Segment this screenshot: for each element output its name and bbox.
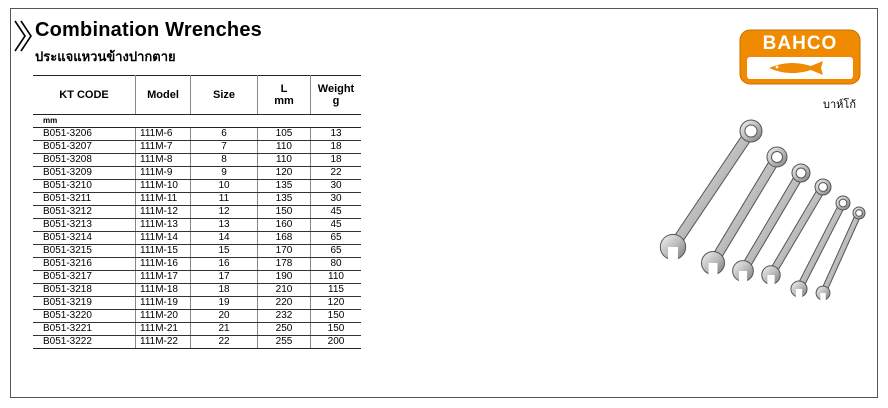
cell-model: 111M-22 <box>136 336 191 349</box>
cell-kt-code: B051-3211 <box>33 193 136 206</box>
cell-size: 9 <box>191 167 258 180</box>
cell-weight: 13 <box>311 128 362 141</box>
cell-model: 111M-16 <box>136 258 191 271</box>
cell-kt-code: B051-3219 <box>33 297 136 310</box>
cell-length: 232 <box>258 310 311 323</box>
cell-weight: 18 <box>311 154 362 167</box>
col-header-length-unit: mm <box>274 95 294 107</box>
cell-size: 22 <box>191 336 258 349</box>
cell-weight: 80 <box>311 258 362 271</box>
col-header-weight-label: Weight <box>317 83 355 95</box>
cell-length: 160 <box>258 219 311 232</box>
unit-note: mm <box>33 115 361 128</box>
cell-size: 14 <box>191 232 258 245</box>
table-row <box>33 245 361 258</box>
col-header-weight-unit: g <box>332 95 340 107</box>
cell-length: 120 <box>258 167 311 180</box>
table-row <box>33 206 361 219</box>
cell-size: 10 <box>191 180 258 193</box>
cell-size: 7 <box>191 141 258 154</box>
cell-kt-code: B051-3209 <box>33 167 136 180</box>
cell-kt-code: B051-3207 <box>33 141 136 154</box>
cell-weight: 45 <box>311 219 362 232</box>
cell-length: 168 <box>258 232 311 245</box>
table-row <box>33 310 361 323</box>
cell-weight: 150 <box>311 310 362 323</box>
cell-size: 11 <box>191 193 258 206</box>
cell-kt-code: B051-3217 <box>33 271 136 284</box>
table-row <box>33 271 361 284</box>
table-body <box>33 115 361 349</box>
wrench-1 <box>660 120 762 261</box>
brand-thai-name: บาห์โก้ <box>823 99 856 111</box>
cell-size: 18 <box>191 284 258 297</box>
cell-length: 210 <box>258 284 311 297</box>
unit-row <box>33 115 361 128</box>
cell-weight: 65 <box>311 245 362 258</box>
cell-size: 16 <box>191 258 258 271</box>
cell-length: 105 <box>258 128 311 141</box>
col-header-kt-code: KT CODE <box>33 76 136 115</box>
cell-weight: 115 <box>311 284 362 297</box>
page-title: Combination Wrenches <box>35 19 262 41</box>
cell-weight: 120 <box>311 297 362 310</box>
cell-length: 255 <box>258 336 311 349</box>
table-row <box>33 141 361 154</box>
cell-length: 220 <box>258 297 311 310</box>
table-row <box>33 336 361 349</box>
page-subtitle: ประแจแหวนข้างปากตาย <box>35 49 176 64</box>
cell-weight: 22 <box>311 167 362 180</box>
cell-model: 111M-17 <box>136 271 191 284</box>
cell-kt-code: B051-3216 <box>33 258 136 271</box>
table-row <box>33 258 361 271</box>
cell-kt-code: B051-3215 <box>33 245 136 258</box>
cell-kt-code: B051-3206 <box>33 128 136 141</box>
cell-model: 111M-11 <box>136 193 191 206</box>
col-header-length <box>258 76 311 115</box>
cell-size: 8 <box>191 154 258 167</box>
cell-weight: 65 <box>311 232 362 245</box>
cell-kt-code: B051-3221 <box>33 323 136 336</box>
cell-length: 190 <box>258 271 311 284</box>
cell-weight: 30 <box>311 193 362 206</box>
table-row <box>33 180 361 193</box>
cell-size: 15 <box>191 245 258 258</box>
cell-model: 111M-18 <box>136 284 191 297</box>
cell-model: 111M-13 <box>136 219 191 232</box>
cell-model: 111M-21 <box>136 323 191 336</box>
cell-model: 111M-20 <box>136 310 191 323</box>
wrench-4 <box>762 179 831 285</box>
cell-length: 250 <box>258 323 311 336</box>
table-row <box>33 323 361 336</box>
table-row <box>33 232 361 245</box>
cell-weight: 200 <box>311 336 362 349</box>
cell-weight: 30 <box>311 180 362 193</box>
cell-model: 111M-9 <box>136 167 191 180</box>
cell-model: 111M-7 <box>136 141 191 154</box>
spec-table <box>33 75 361 349</box>
cell-model: 111M-15 <box>136 245 191 258</box>
cell-kt-code: B051-3220 <box>33 310 136 323</box>
cell-length: 135 <box>258 180 311 193</box>
cell-weight: 18 <box>311 141 362 154</box>
table-row <box>33 154 361 167</box>
wrench-set-image <box>651 117 871 317</box>
cell-length: 135 <box>258 193 311 206</box>
cell-model: 111M-6 <box>136 128 191 141</box>
table-row <box>33 128 361 141</box>
cell-kt-code: B051-3213 <box>33 219 136 232</box>
product-sheet <box>10 8 878 398</box>
table-row <box>33 297 361 310</box>
cell-weight: 150 <box>311 323 362 336</box>
cell-size: 21 <box>191 323 258 336</box>
cell-length: 150 <box>258 206 311 219</box>
cell-size: 6 <box>191 128 258 141</box>
cell-kt-code: B051-3208 <box>33 154 136 167</box>
cell-kt-code: B051-3222 <box>33 336 136 349</box>
cell-size: 19 <box>191 297 258 310</box>
cell-length: 170 <box>258 245 311 258</box>
col-header-model: Model <box>136 76 191 115</box>
cell-kt-code: B051-3212 <box>33 206 136 219</box>
cell-model: 111M-19 <box>136 297 191 310</box>
cell-weight: 110 <box>311 271 362 284</box>
bahco-logo <box>739 29 861 85</box>
col-header-weight <box>311 76 362 115</box>
cell-kt-code: B051-3214 <box>33 232 136 245</box>
cell-size: 20 <box>191 310 258 323</box>
cell-length: 178 <box>258 258 311 271</box>
cell-length: 110 <box>258 141 311 154</box>
cell-model: 111M-12 <box>136 206 191 219</box>
cell-model: 111M-14 <box>136 232 191 245</box>
col-header-length-label: L <box>280 83 288 95</box>
table-row <box>33 284 361 297</box>
cell-size: 12 <box>191 206 258 219</box>
cell-kt-code: B051-3218 <box>33 284 136 297</box>
table-row <box>33 167 361 180</box>
cell-kt-code: B051-3210 <box>33 180 136 193</box>
col-header-size: Size <box>191 76 258 115</box>
cell-size: 13 <box>191 219 258 232</box>
cell-weight: 45 <box>311 206 362 219</box>
bahco-logo-text: BAHCO <box>762 33 838 54</box>
cell-length: 110 <box>258 154 311 167</box>
double-chevron-right-icon <box>13 19 35 53</box>
table-row <box>33 219 361 232</box>
cell-model: 111M-10 <box>136 180 191 193</box>
wrench-6 <box>816 207 865 301</box>
cell-model: 111M-8 <box>136 154 191 167</box>
cell-size: 17 <box>191 271 258 284</box>
table-row <box>33 193 361 206</box>
table-header-row <box>33 76 361 115</box>
